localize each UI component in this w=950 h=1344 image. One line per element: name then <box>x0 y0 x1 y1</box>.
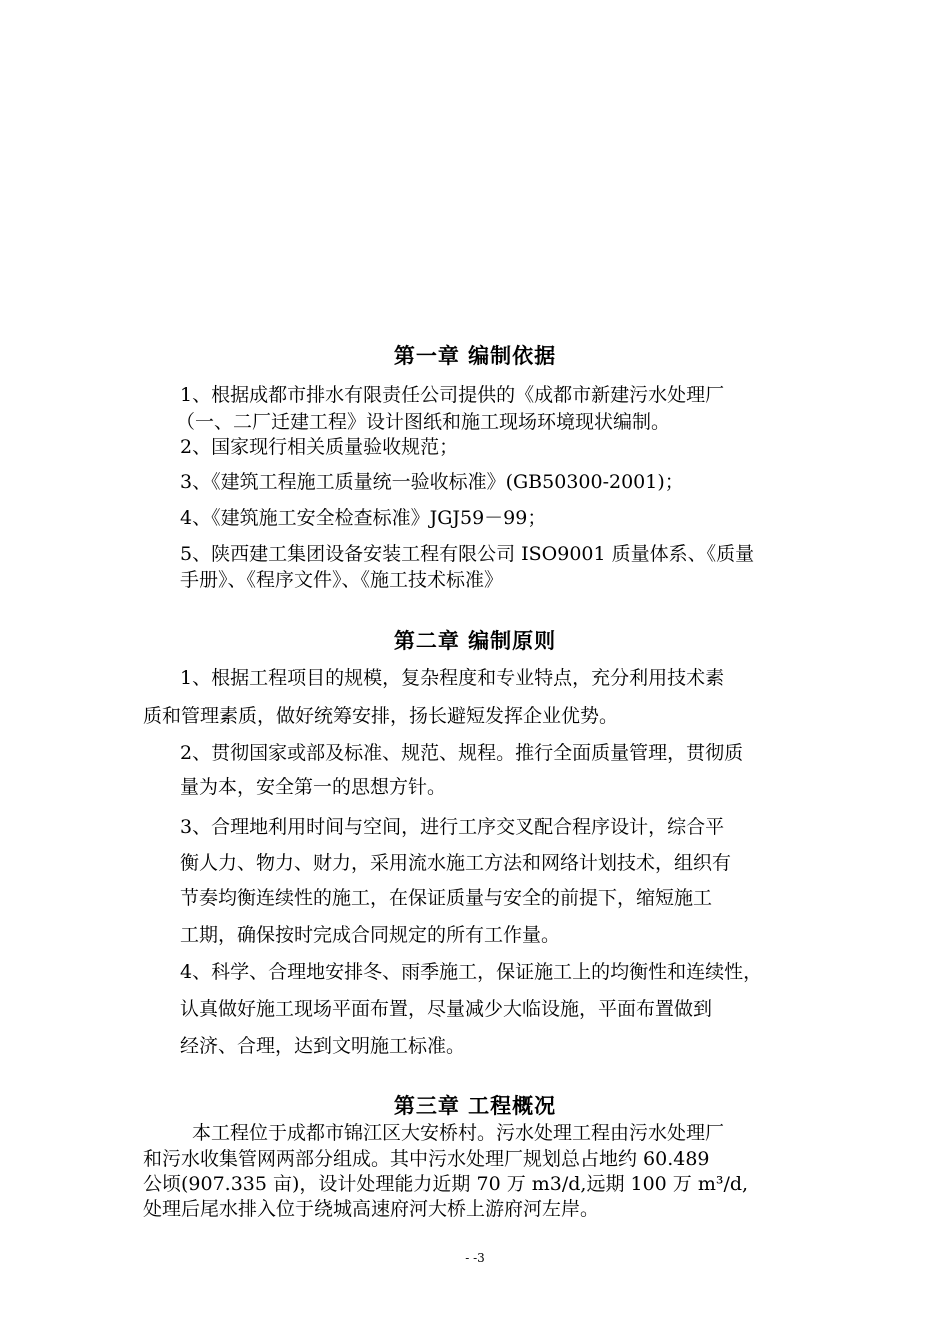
chapter-3-line: 和污水收集管网两部分组成。其中污水处理厂规划总占地约 60.489 <box>143 1148 710 1170</box>
chapter-2-line: 质和管理素质，做好统筹安排，扬长避短发挥企业优势。 <box>143 705 619 727</box>
chapter-3-line: 本工程位于成都市锦江区大安桥村。污水处理工程由污水处理厂 <box>192 1122 725 1144</box>
chapter-2-line: 4、科学、合理地安排冬、雨季施工，保证施工上的均衡性和连续性， <box>180 961 763 983</box>
page-number: - -3 <box>465 1251 485 1265</box>
chapter-2-line: 经济、合理，达到文明施工标准。 <box>180 1035 466 1057</box>
chapter-2-line: 工期，确保按时完成合同规定的所有工作量。 <box>180 924 561 946</box>
chapter-2-line: 认真做好施工现场平面布置，尽量减少大临设施，平面布置做到 <box>180 998 713 1020</box>
chapter-1-line: 1、根据成都市排水有限责任公司提供的《成都市新建污水处理厂 <box>180 384 725 406</box>
chapter-1-line: 3、《建筑工程施工质量统一验收标准》(GB50300-2001)； <box>180 471 684 493</box>
chapter-2-line: 3、合理地利用时间与空间，进行工序交叉配合程序设计，综合平 <box>180 816 725 838</box>
chapter-2-title: 第二章 编制原则 <box>393 629 557 653</box>
chapter-3-line: 处理后尾水排入位于绕城高速府河大桥上游府河左岸。 <box>143 1198 600 1220</box>
chapter-1-line: 5、陕西建工集团设备安装工程有限公司 ISO9001 质量体系、《质量 <box>180 543 755 565</box>
chapter-1-line: （一、二厂迁建工程》设计图纸和施工现场环境现状编制。 <box>176 411 671 433</box>
chapter-2-line: 量为本，安全第一的思想方针。 <box>180 776 447 798</box>
chapter-3-line: 公顷(907.335 亩)，设计处理能力近期 70 万 m3/d,远期 100 万 m³/d, <box>143 1173 749 1195</box>
chapter-2-line: 衡人力、物力、财力，采用流水施工方法和网络计划技术，组织有 <box>180 852 732 874</box>
chapter-3-title: 第三章 工程概况 <box>393 1094 557 1118</box>
chapter-1-line: 2、国家现行相关质量验收规范； <box>180 436 459 458</box>
chapter-2-line: 1、根据工程项目的规模，复杂程度和专业特点，充分利用技术素 <box>180 667 725 689</box>
chapter-2-line: 2、贯彻国家或部及标准、规范、规程。推行全面质量管理，贯彻质 <box>180 742 744 764</box>
chapter-1-line: 4、《建筑施工安全检查标准》JGJ59－99； <box>180 507 547 529</box>
chapter-1-title: 第一章 编制依据 <box>393 344 557 368</box>
chapter-2-line: 节奏均衡连续性的施工，在保证质量与安全的前提下，缩短施工 <box>180 887 713 909</box>
chapter-1-line: 手册》、《程序文件》、《施工技术标准》 <box>180 569 504 591</box>
